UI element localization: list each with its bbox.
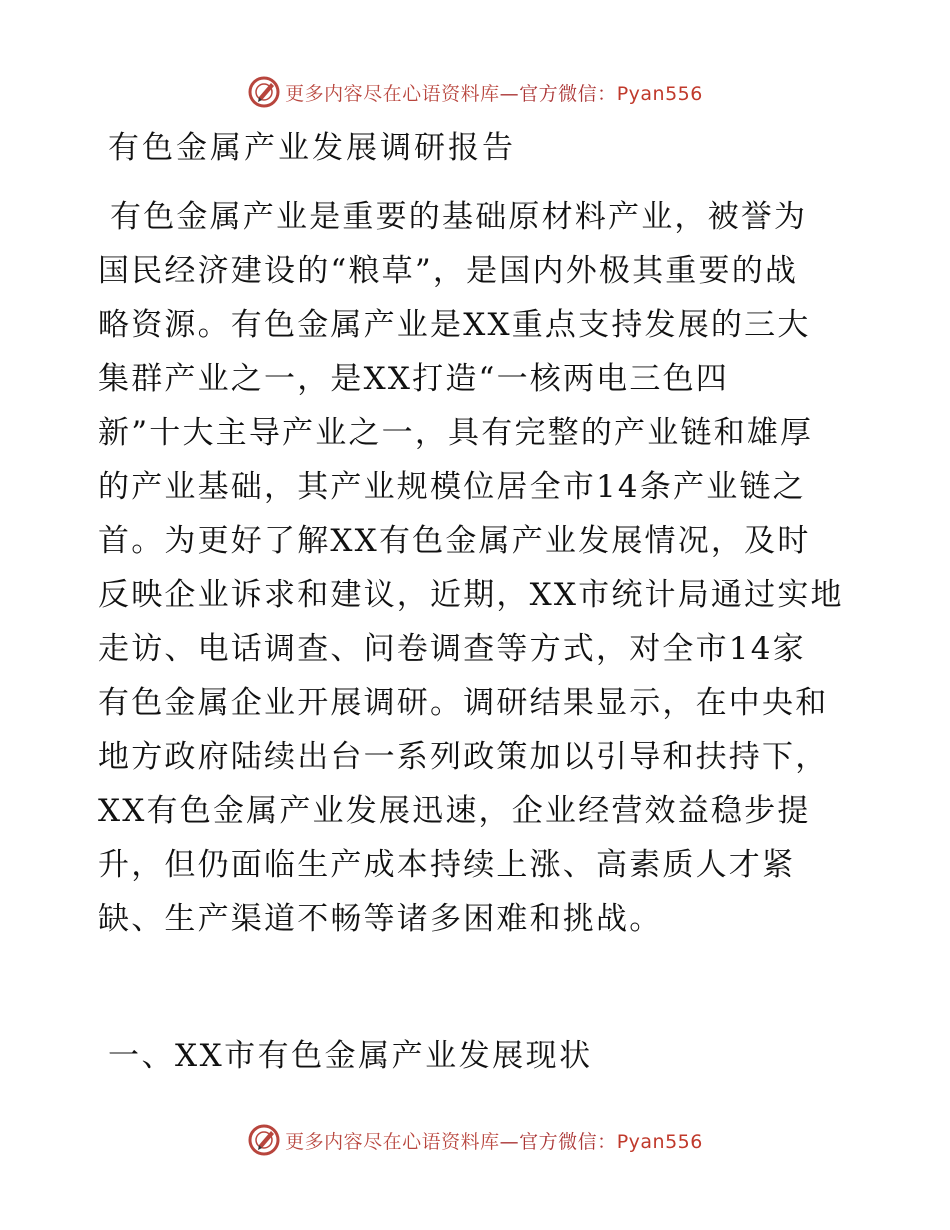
document-pen-icon — [247, 1123, 281, 1157]
paragraph-line: 有色金属产业是重要的基础原材料产业，被誉为 — [110, 199, 808, 235]
paragraph-line: 走访、电话调查、问卷调查等方式，对全市14家 — [98, 631, 806, 667]
paragraph-line: 有色金属企业开展调研。调研结果显示，在中央和 — [98, 685, 829, 721]
document-pen-icon — [247, 75, 281, 109]
paragraph-line: 反映企业诉求和建议，近期，XX市统计局通过实地 — [98, 577, 844, 613]
watermark-id: Pyan556 — [616, 82, 703, 105]
watermark-main: 更多内容尽在心语资料库 — [285, 82, 500, 105]
watermark-separator: —官方微信： — [499, 82, 617, 105]
paragraph-line: 的产业基础，其产业规模位居全市14条产业链之 — [98, 469, 806, 505]
watermark-text — [285, 79, 703, 106]
paragraph-line: 缺、生产渠道不畅等诸多困难和挑战。 — [98, 901, 663, 937]
section-heading: 一、XX市有色金属产业发展现状 — [108, 1038, 593, 1074]
header-watermark — [0, 72, 950, 112]
document-title: 有色金属产业发展调研报告 — [108, 130, 516, 166]
body-paragraph — [98, 190, 888, 946]
watermark-main: 更多内容尽在心语资料库 — [285, 1130, 500, 1153]
paragraph-line: 地方政府陆续出台一系列政策加以引导和扶持下， — [98, 739, 829, 775]
paragraph-line: 略资源。有色金属产业是XX重点支持发展的三大 — [98, 307, 811, 343]
watermark-id: Pyan556 — [616, 1130, 703, 1153]
paragraph-line: 集群产业之一，是XX打造“一核两电三色四 — [98, 361, 729, 397]
footer-watermark — [0, 1120, 950, 1160]
paragraph-line: 新”十大主导产业之一，具有完整的产业链和雄厚 — [98, 415, 814, 451]
watermark-text — [285, 1127, 703, 1154]
paragraph-line: 升，但仍面临生产成本持续上涨、高素质人才紧 — [98, 847, 796, 883]
watermark-separator: —官方微信： — [499, 1130, 617, 1153]
paragraph-line: 国民经济建设的“粮草”，是国内外极其重要的战 — [98, 253, 799, 289]
paragraph-line: XX有色金属产业发展迅速，企业经营效益稳步提 — [98, 793, 811, 829]
paragraph-line: 首。为更好了解XX有色金属产业发展情况，及时 — [98, 523, 811, 559]
